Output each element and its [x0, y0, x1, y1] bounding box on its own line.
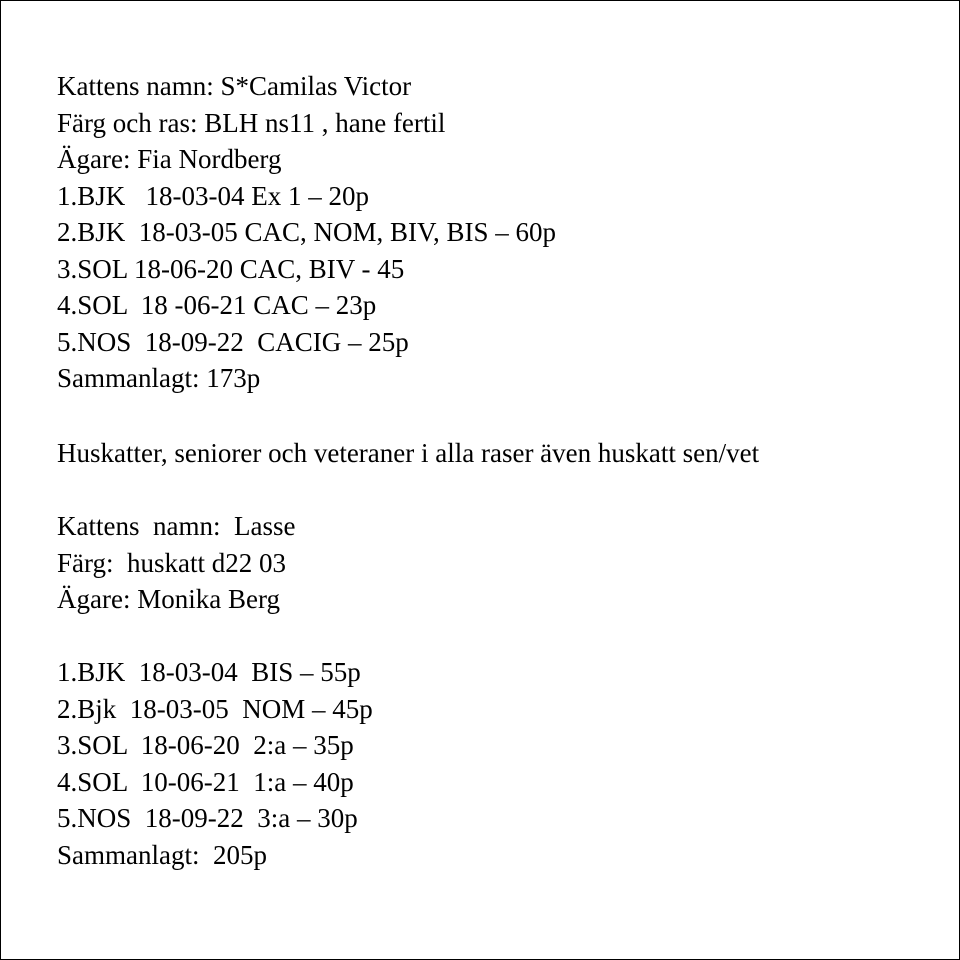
result-line: 2.BJK 18-03-05 CAC, NOM, BIV, BIS – 60p — [57, 217, 557, 247]
total-points-line: Sammanlagt: 173p — [57, 363, 261, 393]
cat-entry-lasse-info — [57, 508, 295, 618]
category-heading: Huskatter, seniorer och veteraner i alla raser även huskatt sen/vet — [57, 438, 760, 468]
cat-name-line: Kattens namn: S*Camilas Victor — [57, 71, 412, 101]
result-line: 1.BJK 18-03-04 BIS – 55p — [57, 657, 361, 687]
result-line: 5.NOS 18-09-22 3:a – 30p — [57, 803, 358, 833]
result-line: 3.SOL 18-06-20 CAC, BIV - 45 — [57, 253, 405, 284]
result-line: 4.SOL 10-06-21 1:a – 40p — [57, 766, 354, 797]
result-line: 4.SOL 18 -06-21 CAC – 23p — [57, 290, 377, 320]
cat-entry-victor — [57, 68, 556, 397]
result-line: 1.BJK 18-03-04 Ex 1 – 20p — [57, 180, 369, 211]
cat-color-line: Färg: huskatt d22 03 — [57, 547, 286, 578]
result-line: 2.Bjk 18-03-05 NOM – 45p — [57, 693, 373, 724]
result-line: 5.NOS 18-09-22 CACIG – 25p — [57, 326, 409, 357]
total-points-line: Sammanlagt: 205p — [57, 839, 267, 870]
cat-color-breed-line: Färg och ras: BLH ns11 , hane fertil — [57, 107, 446, 138]
cat-entry-lasse-results — [57, 654, 373, 873]
category-section — [57, 435, 759, 472]
cat-owner-line: Ägare: Monika Berg — [57, 584, 280, 614]
result-line: 3.SOL 18-06-20 2:a – 35p — [57, 730, 354, 760]
cat-owner-line: Ägare: Fia Nordberg — [57, 144, 282, 174]
cat-name-line: Kattens namn: Lasse — [57, 511, 296, 541]
